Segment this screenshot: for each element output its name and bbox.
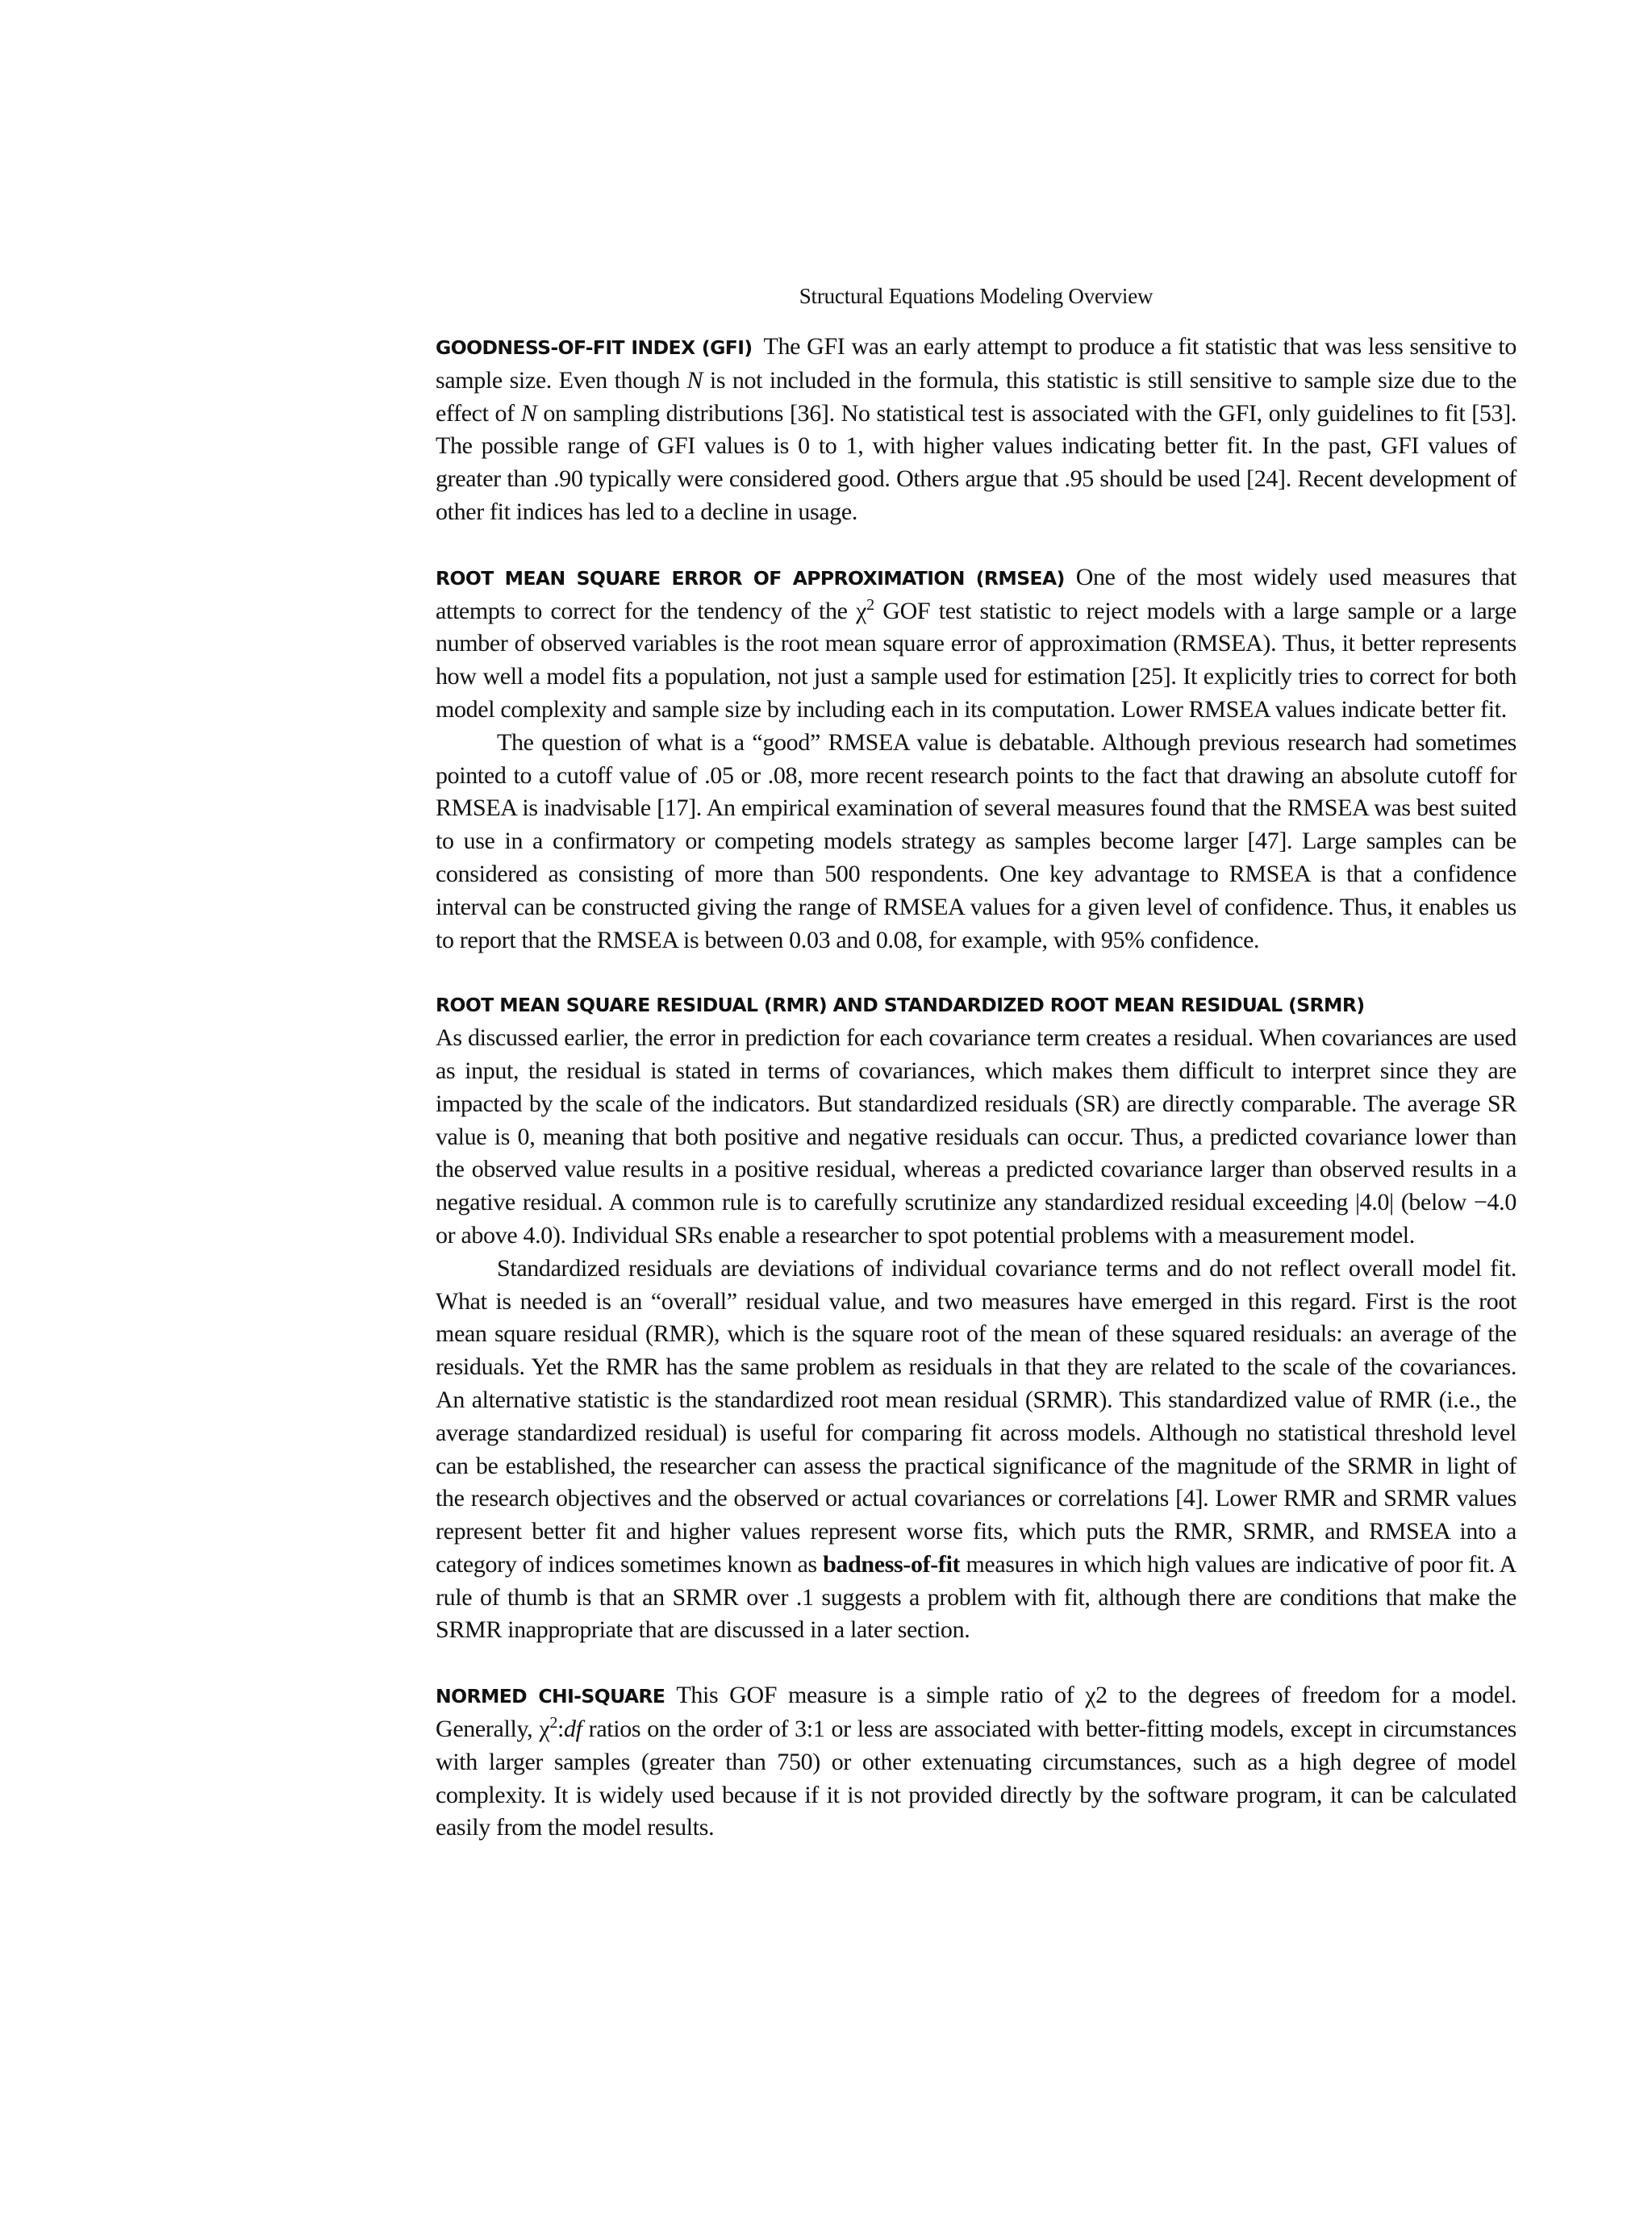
- rmr-text-3: measures in which high values are indicative of poor fit. A rule of thumb is that an SRMR over .1 suggests a problem with fit, although there are conditions that make the SRMR inappropriate that are discussed in a later section.: [436, 1550, 1516, 1644]
- section-normed-chi-square: [436, 1679, 1516, 1845]
- normed-chi-symbol-1: χ2: [1085, 1682, 1108, 1709]
- normed-paragraph: [436, 1679, 1516, 1845]
- rmr-paragraph-1: [436, 989, 1516, 1252]
- gfi-text-2: is not included in the formula, this statistic is still sensitive to sample size due to the effect of: [436, 366, 1516, 427]
- gfi-text-3: on sampling distributions [36]. No statistical test is associated with the GFI, only guidelines to fit [53]. The possible range of GFI values is 0 to 1, with higher values indicating better fit. In the past, GFI values of greater than .90 typically were considered good. Others argue that .95 should be used [24]. Recent development of other fit indices has led to a decline in usage.: [436, 399, 1516, 525]
- normed-text-1: This GOF measure is a simple ratio of: [676, 1682, 1086, 1709]
- gfi-n-1: N: [686, 366, 703, 394]
- normed-chi-symbol-2: χ: [539, 1716, 550, 1743]
- rmsea-paragraph-1: [436, 561, 1516, 727]
- rmr-text-1: As discussed earlier, the error in prediction for each covariance term creates a residual. When covariances are used as input, the residual is stated in terms of covariances, which makes them difficult to interpret since they are impacted by the scale of the indicators. But standardized residuals (SR) are directly comparable. The average SR value is 0, meaning that both positive and negative residuals can occur. Thus, a predicted covariance lower than the observed value results in a positive residual, whereas a predicted covariance larger than observed results in a negative residual. A common rule is to carefully scrutinize any standardized residual exceeding |4.0| (below −4.0 or above 4.0). Individual SRs enable a researcher to spot potential problems with a measurement model.: [436, 1024, 1516, 1249]
- normed-chi-superscript: 2: [549, 1714, 557, 1733]
- normed-text-3: ratios on the order of 3:1 or less are associated with better-fitting models, except in circumstances with larger samples (greater than 750) or other extenuating circumstances, such as a high degree of model complexity. It is widely used because if it is not provided directly by the software program, it can be calculated easily from the model results.: [436, 1716, 1516, 1841]
- rmsea-chi-symbol: χ: [856, 597, 867, 624]
- rmr-bold-term: badness-of-fit: [823, 1550, 961, 1578]
- rmsea-paragraph-2: The question of what is a “good” RMSEA value is debatable. Although previous research had sometimes pointed to a cutoff value of .05 or .08, more recent research points to the fact that drawing an absolute cutoff for RMSEA is inadvisable [17]. An empirical examination of several measures found that the RMSEA was best suited to use in a confirmatory or competing models strategy as samples become larger [47]. Large samples can be considered as consisting of more than 500 respondents. One key advantage to RMSEA is that a confidence interval can be constructed giving the range of RMSEA values for a given level of confidence. Thus, it enables us to report that the RMSEA is between 0.03 and 0.08, for example, with 95% confidence.: [436, 728, 1516, 953]
- rmr-text-2: Standardized residuals are deviations of individual covariance terms and do not reflect overall model fit. What is needed is an “overall” residual value, and two measures have emerged in this regard. First is the root mean square residual (RMR), which is the square root of the mean of these squared residuals: an average of the residuals. Yet the RMR has the same problem as residuals in that they are related to the scale of the covariances. An alternative statistic is the standardized root mean residual (SRMR). This standardized value of RMR (i.e., the average standardized residual) is useful for comparing fit across models. Although no statistical threshold level can be established, the researcher can assess the practical significance of the magnitude of the SRMR in light of the research objectives and the observed or actual covariances or correlations [4]. Lower RMR and SRMR values represent better fit and higher values represent worse fits, which puts the RMR, SRMR, and RMSEA into a category of indices sometimes known as: [436, 1254, 1516, 1578]
- gfi-heading: GOODNESS-OF-FIT INDEX (GFI): [436, 336, 753, 359]
- normed-df: df: [564, 1716, 582, 1743]
- gfi-paragraph: [436, 331, 1516, 529]
- rmsea-text-2: GOF test statistic to reject models with a large sample or a large number of observed variables is the root mean square error of approximation (RMSEA). Thus, it better represents how well a model fits a population, not just a sample used for estimation [25]. It explicitly tries to correct for both model complexity and sample size by including each in its computation. Lower RMSEA values indicate better fit.: [436, 597, 1516, 723]
- normed-text-2: to the degrees of freedom for a model. Generally,: [436, 1682, 1516, 1743]
- section-gfi: [436, 331, 1516, 529]
- rmsea-text-1: One of the most widely used measures that attempts to correct for the tendency of the: [436, 563, 1516, 624]
- gfi-n-2: N: [520, 399, 537, 427]
- running-head: Structural Equations Modeling Overview: [799, 284, 1153, 308]
- page: [436, 282, 1516, 1877]
- section-rmsea: [436, 561, 1516, 957]
- rmsea-heading: ROOT MEAN SQUARE ERROR OF APPROXIMATION (RMSEA): [436, 566, 1065, 590]
- section-rmr: [436, 989, 1516, 1647]
- rmr-heading: ROOT MEAN SQUARE RESIDUAL (RMR) AND STANDARDIZED ROOT MEAN RESIDUAL (SRMR): [436, 994, 1365, 1017]
- rmsea-chi-superscript: 2: [866, 595, 874, 614]
- normed-colon: :: [557, 1716, 564, 1743]
- rmr-paragraph-2: [436, 1253, 1516, 1648]
- normed-heading: NORMED CHI-SQUARE: [436, 1685, 665, 1708]
- gfi-text-1: The GFI was an early attempt to produce a fit statistic that was less sensitive to sample size. Even though: [436, 333, 1516, 394]
